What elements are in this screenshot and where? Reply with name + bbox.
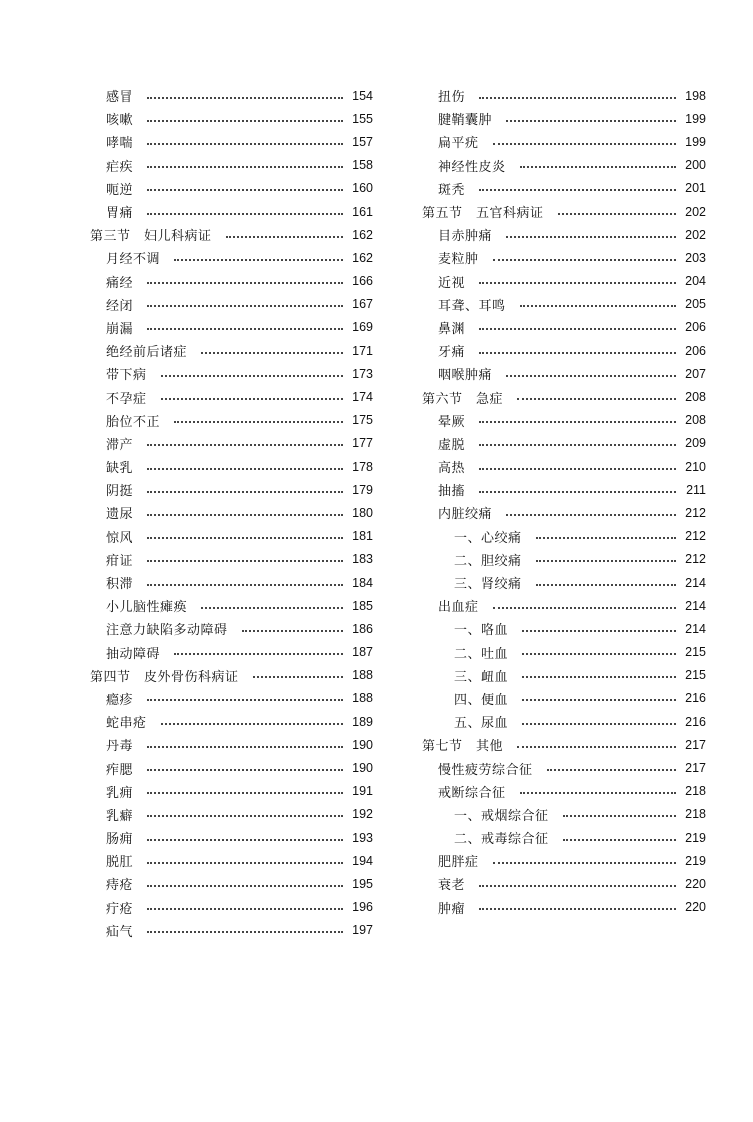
toc-entry-page-number: 199 — [685, 134, 706, 149]
toc-entry — [90, 594, 373, 617]
toc-entry-label: 咳嗽 — [106, 113, 134, 129]
dot-leader — [147, 746, 343, 748]
dot-leader — [147, 468, 343, 470]
dot-leader — [517, 746, 676, 748]
toc-entry-page-number: 208 — [685, 413, 706, 428]
toc-entry — [90, 270, 373, 293]
toc-entry — [90, 826, 373, 849]
toc-entry-label: 肿瘤 — [438, 901, 466, 917]
toc-entry-page-number: 204 — [685, 274, 706, 289]
toc-entry-page-number: 160 — [352, 181, 373, 196]
dot-leader — [161, 375, 343, 377]
toc-entry — [422, 107, 706, 130]
dot-leader — [147, 143, 343, 145]
toc-entry-page-number: 212 — [685, 529, 706, 544]
toc-entry-label: 虚脱 — [438, 437, 466, 453]
toc-entry-label: 月经不调 — [106, 252, 161, 268]
toc-entry-label: 一、心绞痛 — [454, 530, 522, 546]
dot-leader — [558, 213, 676, 215]
toc-entry-page-number: 194 — [352, 853, 373, 868]
toc-entry-page-number: 198 — [685, 88, 706, 103]
toc-entry-label: 三、衄血 — [454, 669, 509, 685]
toc-section-heading — [422, 200, 706, 223]
toc-section-heading — [422, 385, 706, 408]
toc-entry-label: 痄腮 — [106, 762, 134, 778]
toc-entry-label: 感冒 — [106, 90, 134, 106]
dot-leader — [520, 305, 676, 307]
toc-entry-label: 一、戒烟综合征 — [454, 808, 549, 824]
toc-entry-label: 不孕症 — [106, 391, 147, 407]
toc-entry-label: 第六节 急症 — [422, 391, 504, 407]
dot-leader — [563, 839, 676, 841]
toc-entry — [422, 756, 706, 779]
dot-leader — [161, 723, 343, 725]
toc-entry-label: 四、便血 — [454, 692, 509, 708]
dot-leader — [479, 885, 676, 887]
toc-section-heading — [90, 664, 373, 687]
toc-entry-label: 崩漏 — [106, 321, 134, 337]
toc-entry-label: 耳聋、耳鸣 — [438, 298, 506, 314]
toc-entry-page-number: 188 — [352, 668, 373, 683]
toc-entry-label: 滞产 — [106, 437, 134, 453]
toc-entry-page-number: 187 — [352, 645, 373, 660]
toc-entry-label: 衰老 — [438, 878, 466, 894]
dot-leader — [522, 699, 676, 701]
toc-entry-label: 二、胆绞痛 — [454, 553, 522, 569]
toc-entry — [90, 548, 373, 571]
toc-entry-label: 肥胖症 — [438, 855, 479, 871]
toc-entry-page-number: 174 — [352, 390, 373, 405]
toc-entry-page-number: 218 — [685, 807, 706, 822]
dot-leader — [520, 792, 676, 794]
toc-entry-label: 慢性疲劳综合征 — [438, 762, 533, 778]
toc-entry — [422, 246, 706, 269]
toc-entry-label: 带下病 — [106, 368, 147, 384]
toc-entry — [90, 896, 373, 919]
toc-entry-label: 疝气 — [106, 924, 134, 940]
dot-leader — [563, 815, 676, 817]
toc-entry-label: 牙痛 — [438, 345, 466, 361]
dot-leader — [479, 908, 676, 910]
toc-entry-label: 小儿脑性瘫痪 — [106, 600, 188, 616]
toc-entry-label: 乳癖 — [106, 808, 134, 824]
toc-entry-page-number: 212 — [685, 505, 706, 520]
toc-entry — [90, 316, 373, 339]
toc-section-heading — [422, 733, 706, 756]
toc-entry — [422, 130, 706, 153]
toc-entry — [422, 223, 706, 246]
toc-entry-page-number: 207 — [685, 366, 706, 381]
dot-leader — [479, 282, 676, 284]
dot-leader — [479, 468, 676, 470]
dot-leader — [201, 607, 343, 609]
toc-entry-label: 疔疮 — [106, 901, 134, 917]
toc-entry-page-number: 162 — [352, 227, 373, 242]
toc-entry — [422, 780, 706, 803]
toc-entry — [90, 687, 373, 710]
toc-entry-page-number: 167 — [352, 297, 373, 312]
toc-entry — [90, 756, 373, 779]
toc-entry — [422, 641, 706, 664]
toc-entry — [90, 525, 373, 548]
dot-leader — [147, 189, 343, 191]
toc-entry-label: 抽动障碍 — [106, 646, 161, 662]
toc-entry-page-number: 219 — [685, 830, 706, 845]
toc-entry — [90, 872, 373, 895]
toc-entry — [422, 617, 706, 640]
toc-entry-label: 内脏绞痛 — [438, 507, 493, 523]
toc-entry — [422, 84, 706, 107]
toc-entry-page-number: 191 — [352, 784, 373, 799]
toc-entry-page-number: 196 — [352, 900, 373, 915]
toc-entry-label: 斑秃 — [438, 182, 466, 198]
toc-entry — [422, 664, 706, 687]
dot-leader — [147, 584, 343, 586]
toc-entry — [90, 733, 373, 756]
toc-entry-page-number: 189 — [352, 714, 373, 729]
toc-entry-label: 高热 — [438, 461, 466, 477]
toc-entry-label: 呃逆 — [106, 182, 134, 198]
toc-entry-page-number: 214 — [685, 621, 706, 636]
toc-entry — [90, 710, 373, 733]
dot-leader — [479, 444, 676, 446]
toc-entry-page-number: 199 — [685, 111, 706, 126]
toc-entry — [90, 154, 373, 177]
dot-leader — [479, 328, 676, 330]
dot-leader — [147, 815, 343, 817]
toc-entry-page-number: 193 — [352, 830, 373, 845]
toc-entry — [422, 362, 706, 385]
toc-entry-label: 出血症 — [438, 600, 479, 616]
toc-entry-page-number: 161 — [352, 204, 373, 219]
toc-entry — [422, 826, 706, 849]
toc-entry-label: 目赤肿痛 — [438, 229, 493, 245]
toc-entry-label: 二、吐血 — [454, 646, 509, 662]
toc-entry-page-number: 177 — [352, 436, 373, 451]
toc-entry-label: 五、尿血 — [454, 716, 509, 732]
toc-entry-page-number: 180 — [352, 505, 373, 520]
toc-entry-label: 近视 — [438, 275, 466, 291]
dot-leader — [493, 862, 676, 864]
toc-entry — [90, 362, 373, 385]
toc-entry-label: 乳痈 — [106, 785, 134, 801]
toc-entry-page-number: 166 — [352, 274, 373, 289]
dot-leader — [147, 839, 343, 841]
toc-entry-page-number: 155 — [352, 111, 373, 126]
toc-entry-page-number: 219 — [685, 853, 706, 868]
toc-entry — [90, 409, 373, 432]
toc-entry — [422, 571, 706, 594]
dot-leader — [522, 653, 676, 655]
dot-leader — [226, 236, 343, 238]
dot-leader — [493, 143, 676, 145]
toc-entry-page-number: 154 — [352, 88, 373, 103]
toc-entry-label: 遗尿 — [106, 507, 134, 523]
dot-leader — [242, 630, 343, 632]
toc-entry — [422, 594, 706, 617]
toc-entry-page-number: 190 — [352, 737, 373, 752]
toc-entry-label: 经闭 — [106, 298, 134, 314]
toc-entry — [90, 780, 373, 803]
dot-leader — [479, 421, 676, 423]
toc-entry-page-number: 183 — [352, 552, 373, 567]
dot-leader — [253, 676, 343, 678]
toc-entry — [422, 339, 706, 362]
toc-entry — [90, 200, 373, 223]
toc-entry — [90, 107, 373, 130]
dot-leader — [147, 444, 343, 446]
toc-entry-page-number: 185 — [352, 598, 373, 613]
toc-entry-label: 胎位不正 — [106, 414, 161, 430]
toc-entry-label: 注意力缺陷多动障碍 — [106, 623, 228, 639]
toc-entry-label: 神经性皮炎 — [438, 159, 506, 175]
toc-entry-page-number: 186 — [352, 621, 373, 636]
dot-leader — [174, 259, 343, 261]
toc-entry-label: 鼻渊 — [438, 321, 466, 337]
toc-entry-page-number: 209 — [685, 436, 706, 451]
toc-entry-page-number: 200 — [685, 158, 706, 173]
dot-leader — [174, 421, 343, 423]
toc-entry — [422, 432, 706, 455]
toc-entry-label: 痛经 — [106, 275, 134, 291]
dot-leader — [147, 537, 343, 539]
toc-entry-page-number: 173 — [352, 366, 373, 381]
toc-entry-page-number: 217 — [685, 761, 706, 776]
toc-entry-label: 缺乳 — [106, 461, 134, 477]
toc-entry-page-number: 208 — [685, 390, 706, 405]
toc-entry — [422, 501, 706, 524]
toc-entry-label: 疳证 — [106, 553, 134, 569]
dot-leader — [147, 560, 343, 562]
toc-column-right — [422, 84, 706, 919]
toc-entry-label: 积滞 — [106, 577, 134, 593]
dot-leader — [147, 491, 343, 493]
dot-leader — [147, 514, 343, 516]
dot-leader — [479, 491, 676, 493]
toc-entry-page-number: 162 — [352, 250, 373, 265]
toc-entry — [90, 84, 373, 107]
dot-leader — [493, 607, 676, 609]
toc-entry-label: 第七节 其他 — [422, 739, 504, 755]
toc-entry-page-number: 201 — [685, 181, 706, 196]
dot-leader — [201, 352, 343, 354]
toc-entry-page-number: 203 — [685, 250, 706, 265]
dot-leader — [147, 908, 343, 910]
toc-entry — [422, 478, 706, 501]
toc-entry-label: 二、戒毒综合征 — [454, 832, 549, 848]
dot-leader — [147, 282, 343, 284]
toc-entry — [422, 409, 706, 432]
dot-leader — [147, 862, 343, 864]
toc-entry-page-number: 205 — [685, 297, 706, 312]
dot-leader — [147, 305, 343, 307]
toc-section-heading — [90, 223, 373, 246]
toc-entry — [90, 293, 373, 316]
dot-leader — [536, 584, 676, 586]
dot-leader — [147, 885, 343, 887]
toc-entry — [422, 177, 706, 200]
dot-leader — [147, 769, 343, 771]
toc-entry-page-number: 218 — [685, 784, 706, 799]
toc-entry-label: 蛇串疮 — [106, 716, 147, 732]
toc-entry-page-number: 214 — [685, 575, 706, 590]
toc-entry-page-number: 169 — [352, 320, 373, 335]
toc-entry-page-number: 190 — [352, 761, 373, 776]
dot-leader — [547, 769, 676, 771]
toc-entry — [422, 849, 706, 872]
toc-entry-page-number: 184 — [352, 575, 373, 590]
dot-leader — [147, 97, 343, 99]
toc-entry-page-number: 211 — [686, 482, 706, 497]
toc-entry — [422, 525, 706, 548]
toc-entry — [90, 478, 373, 501]
toc-entry-label: 肠痈 — [106, 832, 134, 848]
dot-leader — [147, 166, 343, 168]
dot-leader — [147, 328, 343, 330]
toc-entry — [90, 385, 373, 408]
dot-leader — [147, 120, 343, 122]
toc-entry-label: 三、肾绞痛 — [454, 577, 522, 593]
toc-entry-page-number: 210 — [685, 459, 706, 474]
toc-entry-label: 咽喉肿痛 — [438, 368, 493, 384]
toc-entry-label: 腱鞘囊肿 — [438, 113, 493, 129]
toc-entry-label: 疟疾 — [106, 159, 134, 175]
toc-entry-page-number: 215 — [685, 645, 706, 660]
toc-entry-page-number: 171 — [352, 343, 373, 358]
toc-entry — [422, 548, 706, 571]
toc-entry-page-number: 212 — [685, 552, 706, 567]
toc-entry-label: 绝经前后诸症 — [106, 345, 188, 361]
toc-entry — [422, 455, 706, 478]
toc-entry-label: 戒断综合征 — [438, 785, 506, 801]
toc-entry-page-number: 178 — [352, 459, 373, 474]
toc-entry-label: 第四节 皮外骨伤科病证 — [90, 669, 239, 685]
toc-entry-page-number: 215 — [685, 668, 706, 683]
toc-entry-label: 痔疮 — [106, 878, 134, 894]
toc-entry — [90, 617, 373, 640]
dot-leader — [493, 259, 676, 261]
toc-entry-label: 哮喘 — [106, 136, 134, 152]
toc-entry — [90, 339, 373, 362]
toc-entry-label: 一、咯血 — [454, 623, 509, 639]
toc-entry-page-number: 202 — [685, 204, 706, 219]
toc-entry-page-number: 206 — [685, 320, 706, 335]
toc-entry — [422, 270, 706, 293]
toc-entry — [422, 710, 706, 733]
dot-leader — [479, 97, 676, 99]
toc-entry-page-number: 197 — [352, 923, 373, 938]
toc-entry — [90, 246, 373, 269]
toc-entry-label: 晕厥 — [438, 414, 466, 430]
toc-entry-page-number: 192 — [352, 807, 373, 822]
toc-entry-label: 惊风 — [106, 530, 134, 546]
toc-entry-page-number: 217 — [685, 737, 706, 752]
toc-entry — [90, 803, 373, 826]
toc-entry-page-number: 220 — [685, 876, 706, 891]
dot-leader — [520, 166, 676, 168]
dot-leader — [522, 676, 676, 678]
toc-entry — [90, 919, 373, 942]
toc-entry-page-number: 216 — [685, 691, 706, 706]
toc-entry — [90, 501, 373, 524]
toc-entry — [90, 641, 373, 664]
toc-entry — [90, 130, 373, 153]
dot-leader — [506, 375, 676, 377]
dot-leader — [174, 653, 343, 655]
dot-leader — [517, 398, 676, 400]
toc-entry — [422, 316, 706, 339]
toc-entry-label: 阴挺 — [106, 484, 134, 500]
toc-entry-label: 扭伤 — [438, 90, 466, 106]
toc-entry-label: 扁平疣 — [438, 136, 479, 152]
toc-entry-label: 第三节 妇儿科病证 — [90, 229, 212, 245]
dot-leader — [147, 792, 343, 794]
toc-entry-page-number: 158 — [352, 158, 373, 173]
toc-entry-label: 丹毒 — [106, 739, 134, 755]
toc-entry-page-number: 188 — [352, 691, 373, 706]
toc-entry-page-number: 157 — [352, 134, 373, 149]
toc-entry — [90, 571, 373, 594]
toc-entry-page-number: 175 — [352, 413, 373, 428]
toc-entry-page-number: 220 — [685, 900, 706, 915]
toc-entry-page-number: 179 — [352, 482, 373, 497]
toc-entry-page-number: 202 — [685, 227, 706, 242]
dot-leader — [522, 723, 676, 725]
dot-leader — [536, 560, 676, 562]
toc-entry-page-number: 195 — [352, 876, 373, 891]
toc-entry — [422, 896, 706, 919]
toc-entry-label: 瘾疹 — [106, 692, 134, 708]
dot-leader — [506, 236, 676, 238]
toc-entry — [90, 455, 373, 478]
toc-entry-page-number: 214 — [685, 598, 706, 613]
dot-leader — [147, 931, 343, 933]
toc-entry — [422, 872, 706, 895]
dot-leader — [506, 514, 676, 516]
dot-leader — [147, 699, 343, 701]
toc-entry — [422, 803, 706, 826]
dot-leader — [479, 352, 676, 354]
dot-leader — [161, 398, 343, 400]
toc-entry-label: 抽搐 — [438, 484, 466, 500]
toc-entry-page-number: 181 — [352, 529, 373, 544]
toc-entry — [422, 154, 706, 177]
toc-entry-label: 第五节 五官科病证 — [422, 206, 544, 222]
dot-leader — [522, 630, 676, 632]
toc-entry-label: 脱肛 — [106, 855, 134, 871]
toc-entry — [90, 849, 373, 872]
toc-entry-label: 胃痛 — [106, 206, 134, 222]
toc-entry-label: 麦粒肿 — [438, 252, 479, 268]
toc-column-left — [90, 84, 373, 942]
toc-entry-page-number: 216 — [685, 714, 706, 729]
dot-leader — [506, 120, 676, 122]
toc-entry — [422, 687, 706, 710]
dot-leader — [479, 189, 676, 191]
toc-entry — [90, 432, 373, 455]
dot-leader — [536, 537, 676, 539]
toc-entry — [422, 293, 706, 316]
toc-entry-page-number: 206 — [685, 343, 706, 358]
toc-entry — [90, 177, 373, 200]
dot-leader — [147, 213, 343, 215]
